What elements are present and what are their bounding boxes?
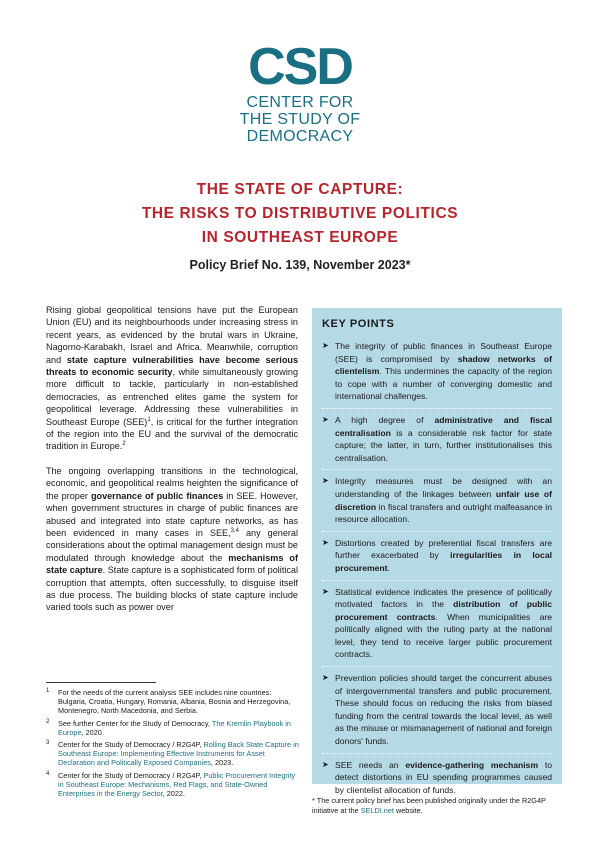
- seldi-link[interactable]: SELDI.net: [360, 805, 394, 815]
- logo-line: DEMOCRACY: [246, 128, 354, 145]
- key-points-title: KEY POINTS: [322, 318, 395, 330]
- publication-note: * The current policy brief has been published originally under the R2G4P initiative at the SELDI.net website.: [312, 796, 546, 815]
- arrow-bullet-icon: ➤: [322, 673, 329, 683]
- arrow-bullet-icon: ➤: [322, 586, 329, 596]
- footnote-ref[interactable]: 1: [147, 416, 151, 423]
- title-line: IN SOUTHEAST EUROPE: [201, 229, 399, 246]
- arrow-bullet-icon: ➤: [322, 476, 329, 486]
- key-point: ➤ Statistical evidence indicates the presence of politically motivated factors in the distribution of public procurement contracts. When municipalities are politically aligned with the ruling party at the national level, they tend to receive larger public procurement contracts.: [322, 586, 552, 668]
- footnote: 3 Center for the Study of Democracy / R2G4P, Rolling Back State Capture in Southeast Europe: Implementing Effective Instruments for Asset Declaration and Politically Exposed Companies, 2023.: [46, 740, 299, 768]
- key-point: ➤ Distortions created by preferential fiscal transfers are further exacerbated by irregularities in local procurement.: [322, 537, 552, 581]
- arrow-bullet-icon: ➤: [322, 759, 329, 769]
- footnote-link[interactable]: Rolling Back State Capture in Southeast Europe: Implementing Effective Instruments for Asset Declaration and Politically Exposed Companies: [58, 740, 299, 768]
- footnote: 4 Center for the Study of Democracy / R2G4P, Public Procurement Integrity in Southeast Europe: Mechanisms, Red Flags, and State-Owned Enterprises in the Energy Sector, 2022.: [46, 770, 296, 799]
- footnote-link[interactable]: The Kremlin Playbook in Europe: [58, 718, 291, 737]
- document-title: [0, 178, 600, 250]
- body-paragraph-2: The ongoing overlapping transitions in the technological, economic, and geopolitical realms heighten the significance of the proper governance of public finances in SEE. However, when government structures in charge of public finances are abused and integrated into state capture networks, as has been evidenced in many cases in SEE,$^{3,4}$ any general considerations about the optimal management design must be modulated through knowledge about the mechanisms of state capture. State capture is a sophisticated form of political corruption that attempts, often successfully, to disguise itself as due process. The building blocks of state capture include varied tools such as power over: [46, 465, 299, 613]
- svg-text:CSD: CSD: [248, 40, 352, 90]
- key-point: ➤ The integrity of public finances in Southeast Europe (SEE) is compromised by shadow networks of clientelism. This undermines the capacity of the region to cope with a number of converging domestic and international challenges.: [322, 340, 552, 409]
- key-point: ➤ Integrity measures must be designed with an understanding of the linkages between unfair use of discretion in fiscal transfers and outright malfeasance in resource allocation.: [322, 475, 552, 531]
- footnote-divider: [46, 682, 156, 683]
- body-text: [46, 304, 298, 626]
- arrow-bullet-icon: ➤: [322, 537, 329, 547]
- footnote-link[interactable]: Public Procurement Integrity in Southeast Europe: Mechanisms, Red Flags, and State-Owned Enterprises in the Energy Sector: [58, 770, 296, 799]
- title-line: THE STATE OF CAPTURE:: [196, 181, 404, 198]
- footnotes: [46, 688, 302, 801]
- key-points-box: [312, 308, 562, 795]
- logo-line: CENTER FOR: [246, 94, 354, 111]
- title-line: THE RISKS TO DISTRIBUTIVE POLITICS: [141, 205, 459, 222]
- logo-line: THE STUDY OF: [239, 111, 361, 128]
- key-point: ➤ A high degree of administrative and fiscal centralisation is a considerable risk factor for state capture; the latter, in turn, further institutionalises this centralisation.: [322, 414, 552, 470]
- key-point: ➤ Prevention policies should target the concurrent abuses of intergovernmental transfers and public procurement. These should focus on reducing the risks from biased funding from the central towards the local level, as well as the misuse or mismanagement of national and foreign donors' funds.: [322, 672, 552, 754]
- csd-logo-mark: [248, 40, 352, 90]
- footnote-ref[interactable]: 2: [122, 441, 126, 448]
- csd-logo: [0, 40, 600, 145]
- footnote-ref[interactable]: 3,4: [230, 527, 239, 534]
- footnote: 1 For the needs of the current analysis SEE includes nine countries: Bulgaria, Croatia, Hungary, Romania, Albania, Bosnia and Herzegovina, Montenegro, North Macedonia, and Serbia.: [46, 688, 291, 716]
- key-points-list: [322, 340, 552, 801]
- key-point: ➤ SEE needs an evidence-gathering mechanism to detect distortions in EU spending programmes caused by clientelist allocation of funds.: [322, 759, 552, 795]
- arrow-bullet-icon: ➤: [322, 341, 329, 350]
- policy-brief-number: Policy Brief No. 139, November 2023*: [189, 258, 411, 272]
- body-paragraph-1: Rising global geopolitical tensions have put the European Union (EU) and its neighbourhoods under increasing stress in recent years, as evidenced by the brutal wars in Ukraine, Nagorno-Karabakh, Israel and Africa. Meanwhile, corruption and state capture vulnerabilities have become serious threats to economic security, while simultaneously growing more difficult to tackle, particularly in non-established democracies, as entrenched elites game the system for geopolitical leverage. Addressing these vulnerabilities in Southeast Europe (SEE)$^1$, is critical for the further integration of the region into the EU and the survival of the democratic tradition in Europe.$^2$: [46, 305, 299, 452]
- arrow-bullet-icon: ➤: [322, 414, 329, 424]
- footnote: 2 See further Center for the Study of Democracy, The Kremlin Playbook in Europe, 2020.: [46, 718, 291, 737]
- logo-wordmark: [0, 94, 600, 145]
